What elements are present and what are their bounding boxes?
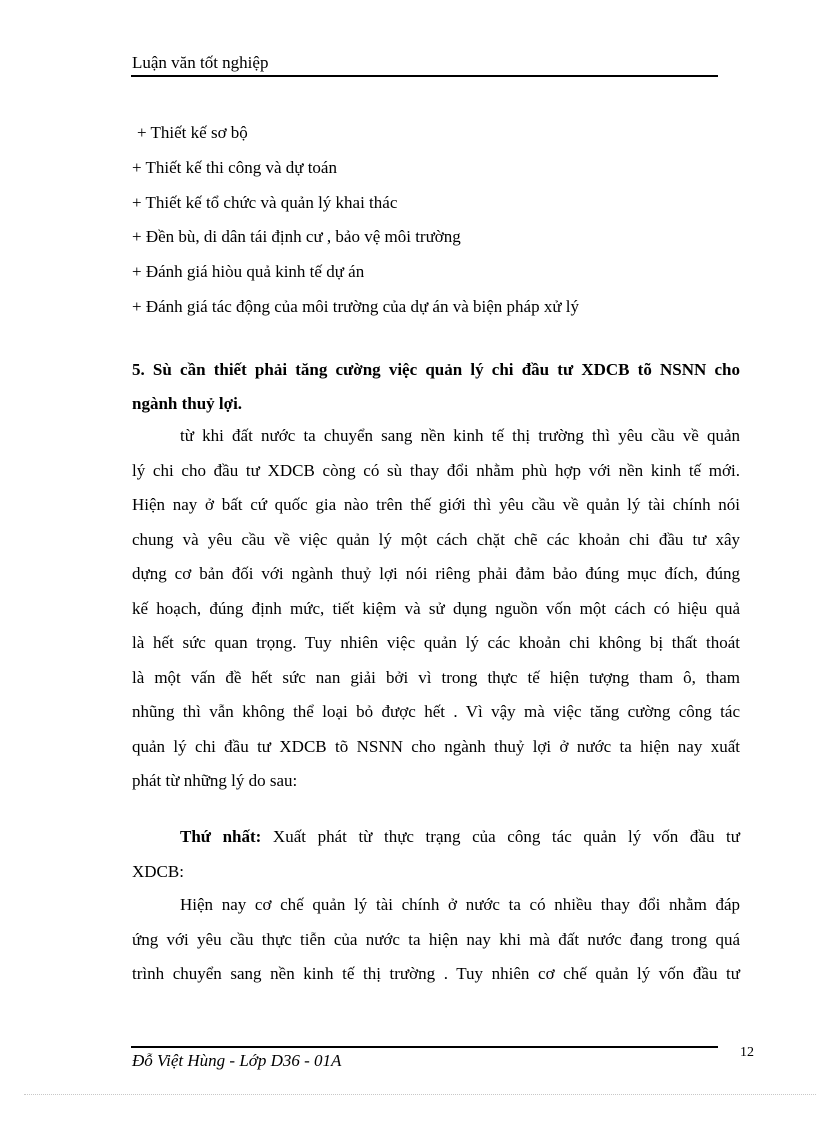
- paragraph-line: Hiện nay cơ chế quản lý tài chính ở nước ta có nhiều thay đổi nhằm đáp: [180, 895, 740, 914]
- paragraph-line: dựng cơ bản đối với ngành thuỷ lợi nói riêng phải đảm bảo đúng mục đích, đúng: [132, 564, 740, 583]
- section-heading: [132, 353, 740, 421]
- paragraph-line: là hết sức quan trọng. Tuy nhiên việc quản lý các khoản chi không bị thất thoát: [132, 633, 740, 652]
- paragraph-line: trình chuyển sang nền kinh tế thị trường . Tuy nhiên cơ chế quản lý vốn đầu tư: [132, 964, 740, 983]
- section-heading-line: 5. Sù cần thiết phải tăng cường việc quản lý chi đầu tư XDCB tõ NSNN cho: [132, 360, 740, 379]
- list-item: + Thiết kế tổ chức và quản lý khai thác: [132, 192, 398, 212]
- page-number: 12: [740, 1045, 754, 1060]
- header-divider: [131, 75, 718, 77]
- paragraph-line: [132, 820, 740, 855]
- paragraph-line: Hiện nay ở bất cứ quốc gia nào trên thế giới thì yêu cầu về quản lý tài chính nói: [132, 495, 740, 514]
- paragraph-line: quản lý chi đầu tư XDCB tõ NSNN cho ngành thuỷ lợi ở nước ta hiện nay xuất: [132, 736, 740, 756]
- body-paragraph: [132, 888, 740, 992]
- paragraph-line: nhũng thì vẫn không thể loại bỏ được hết . Vì vậy mà việc tăng cường công tác: [132, 702, 740, 721]
- paragraph-line: kế hoạch, đúng định mức, tiết kiệm và sử dụng nguồn vốn một cách có hiệu quả: [132, 598, 740, 618]
- paragraph-line: là một vấn đề hết sức nan giải bởi vì trong thực tế hiện tượng tham ô, tham: [132, 667, 740, 687]
- paragraph-line: lý chi cho đầu tư XDCB còng có sù thay đổi nhằm phù hợp với nền kinh tế mới.: [132, 460, 740, 480]
- list-item: + Đền bù, di dân tái định cư , bảo vệ môi trường: [132, 227, 461, 247]
- section-heading-line: ngành thuỷ lợi.: [132, 394, 243, 413]
- list-item: + Thiết kế thi công và dự toán: [132, 157, 337, 177]
- list-item: + Thiết kế sơ bộ: [137, 123, 248, 142]
- paragraph-text: Xuất phát từ thực trạng của công tác quản lý vốn đầu tư: [261, 827, 740, 846]
- paragraph-line: chung và yêu cầu về việc quản lý một cách chặt chẽ các khoản chi đầu tư xây: [132, 529, 740, 549]
- list-item: + Đánh giá hiòu quả kinh tế dự án: [132, 262, 365, 282]
- footer-divider: [131, 1046, 718, 1048]
- design-steps-list: [132, 122, 579, 331]
- bold-lead: Thứ nhất:: [180, 827, 262, 846]
- paragraph-line: phát từ những lý do sau:: [132, 771, 298, 790]
- page-edge-divider: [24, 1094, 816, 1095]
- paragraph-line: XDCB:: [132, 861, 184, 881]
- body-paragraph: [132, 419, 740, 799]
- body-paragraph: [132, 820, 740, 889]
- paragraph-line: ứng với yêu cầu thực tiễn của nước ta hiện nay khi mà đất nước đang trong quá: [132, 929, 740, 949]
- list-item: + Đánh giá tác động của môi trường của dự án và biện pháp xử lý: [132, 296, 580, 316]
- running-header-title: Luận văn tốt nghiệp: [132, 53, 269, 72]
- footer-author: Đỗ Việt Hùng - Lớp D36 - 01A: [132, 1051, 342, 1070]
- paragraph-line: từ khi đất nước ta chuyển sang nền kinh tế thị trường thì yêu cầu về quản: [180, 426, 740, 445]
